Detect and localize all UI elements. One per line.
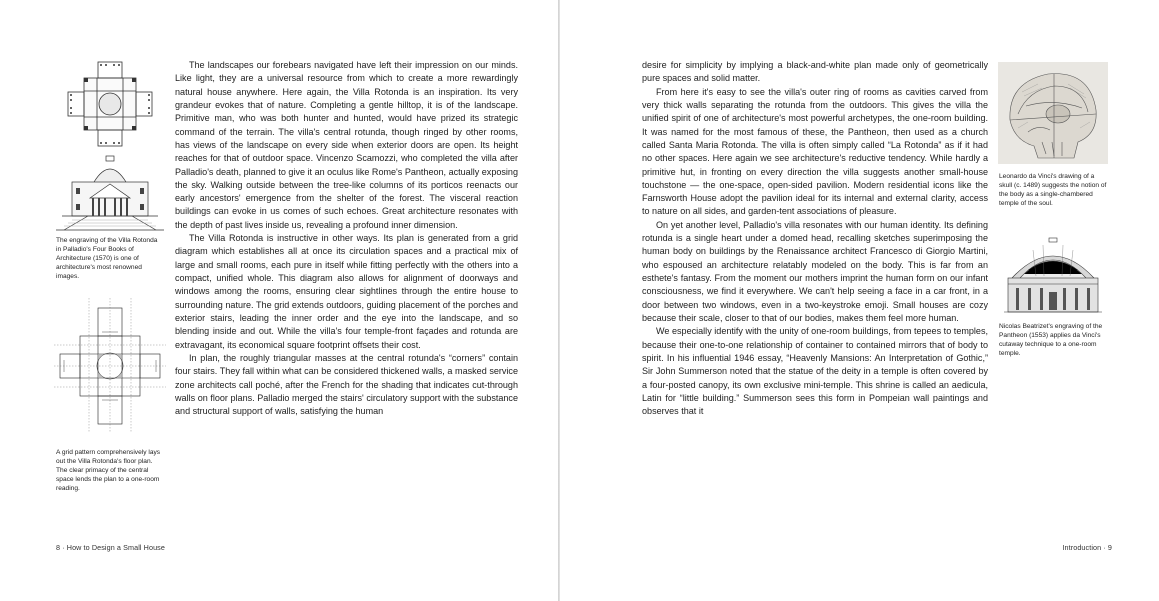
paragraph: On yet another level, Palladio's villa resonates with our human identity. Its defining rotunda is a single heart under a domed head, recalling sketches superimposing the human body on buildings by the Renaissance architect Francesco di Giorgio Martini, who espoused an architecture relatably modeled on the body. This is far from an esthete's fantasy. From the moment our mothers imprint the human form on our infant consciousness, we find it everywhere. We can't help seeing a face in a car front, in a door between two windows, even in a two-keystroke emoji. Small houses are cozy because their scale, closer to that of our bodies, makes them feel more human. [642, 219, 988, 323]
paragraph: In plan, the roughly triangular masses at the central rotunda's “corners” contain four stairs. They fall within what can be considered thickened walls, a masked service zone architects call poché, after the French for the shading that indicates cut-through walls on floor plans. Palladio merged the stairs' circulatory support with the substance and structural support of walls, satisfying the human [175, 352, 518, 417]
left-page [0, 0, 558, 601]
paragraph: The Villa Rotonda is instructive in other ways. Its plan is generated from a grid diagram which establishes all at once its circulation spaces and a practical mix of large and small rooms, each pure in itself while fitting perfectly with the others into a compact, unified whole. This diagram also allows for alignment of doorways and windows among the rooms, ensuring clear sightlines through the entire house to surrounding nature. The grid extends outdoors, guiding placement of the porches and exterior stairs, leading the inner order and the eye into the landscape, and so blending inside and out. While the villa's four temple-front façades and rotunda are extravagant, its economical square footprint offsets their cost. [175, 233, 518, 350]
page-footer-left: 8 · How to Design a Small House [56, 543, 165, 552]
da-vinci-skull-drawing [998, 62, 1108, 164]
figure-caption-villa-engraving: The engraving of the Villa Rotonda in Palladio's Four Books of Architecture (1570) is one of architecture's most renowned images. [56, 237, 158, 281]
paragraph: The landscapes our forebears navigated have left their impression on our minds. Like light, they are a universal resource from which to create a more rewardingly natural house anywhere. Here again, the Villa Rotonda is an inspiration. Its very grandeur evokes that of nature. Completing a gentle hilltop, it is of the landscape. Primitive man, who was both hunter and hunted, would have prized its strategic command of the terrain. The villa's central rotunda, though ringed by other rooms, has views of the landscape on every side when exterior doors are open. Its height reaches for that of outdoor space. Vincenzo Scamozzi, who completed the villa after Palladio's death, planned to give it an oculus like Rome's Pantheon, actually exposing the sky. Walking outside between the tree-like columns of its porticos reenacts our early ancestors' emergence from the shelter of the forest. The visceral reaction buildings can evoke in us comes of such echoes. Great architecture resonates with the depth of past lives inside us, revealing a profound inner dimension. [175, 60, 518, 230]
page-footer-right: Introduction · 9 [1062, 543, 1112, 552]
figure-caption-grid-plan: A grid pattern comprehensively lays out the Villa Rotonda's floor plan. The clear primacy of the central space lends the plan to a one-room reading. [56, 449, 161, 493]
villa-rotonda-grid-plan [54, 298, 166, 448]
right-page [560, 0, 1159, 601]
paragraph: desire for simplicity by implying a black-and-white plan made only of geometrically pure spaces and solid matter. [642, 60, 988, 84]
figure-caption-pantheon: Nicolas Beatrizet's engraving of the Pantheon (1553) applies da Vinci's cutaway technique to a one-room temple. [999, 323, 1103, 358]
paragraph: From here it's easy to see the villa's outer ring of rooms as cavities carved from very thick walls separating the rotunda from the outdoors. This gives the villa the unified spirit of one of architecture's most powerful archetypes, the one-room building. It was named for the most famous of these, the Pantheon, then used as a church called Santa Maria Rotonda. The villa is often simply called “La Rotonda” as if it had no other spaces. Here again we see architecture's reductive tendency. While hardly a primitive hut, in fronting on every direction the villa suggests another small-house touchstone — the one-space, open-sided pavilion. Modern residential icons like the Farnsworth House adopt the pavilion ideal for its internal and external clarity, access to nature on all sides, and garden-tent associations of pleasure. [642, 86, 988, 217]
pantheon-cutaway-engraving [998, 236, 1108, 318]
figure-caption-skull: Leonardo da Vinci's drawing of a skull (c. 1489) suggests the notion of the body as a single-chambered temple of the soul. [999, 173, 1107, 208]
paragraph: We especially identify with the unity of one-room buildings, from tepees to temples, because their one-to-one relationship of container to contained mirrors that of body to spirit. In his influential 1946 essay, “Heavenly Mansions: An Interpretation of Gothic,” Sir John Summerson noted that the statue of the deity in a temple is often covered by a four-posted canopy, its own exclusive mini-temple. This shrine is called an aedicula, Latin for “little building.” Summerson sees this form in Pompeian wall paintings and observes that it [642, 326, 988, 417]
left-page-body-text [175, 59, 518, 418]
villa-rotonda-engraving [54, 60, 166, 232]
right-page-body-text [642, 59, 988, 418]
